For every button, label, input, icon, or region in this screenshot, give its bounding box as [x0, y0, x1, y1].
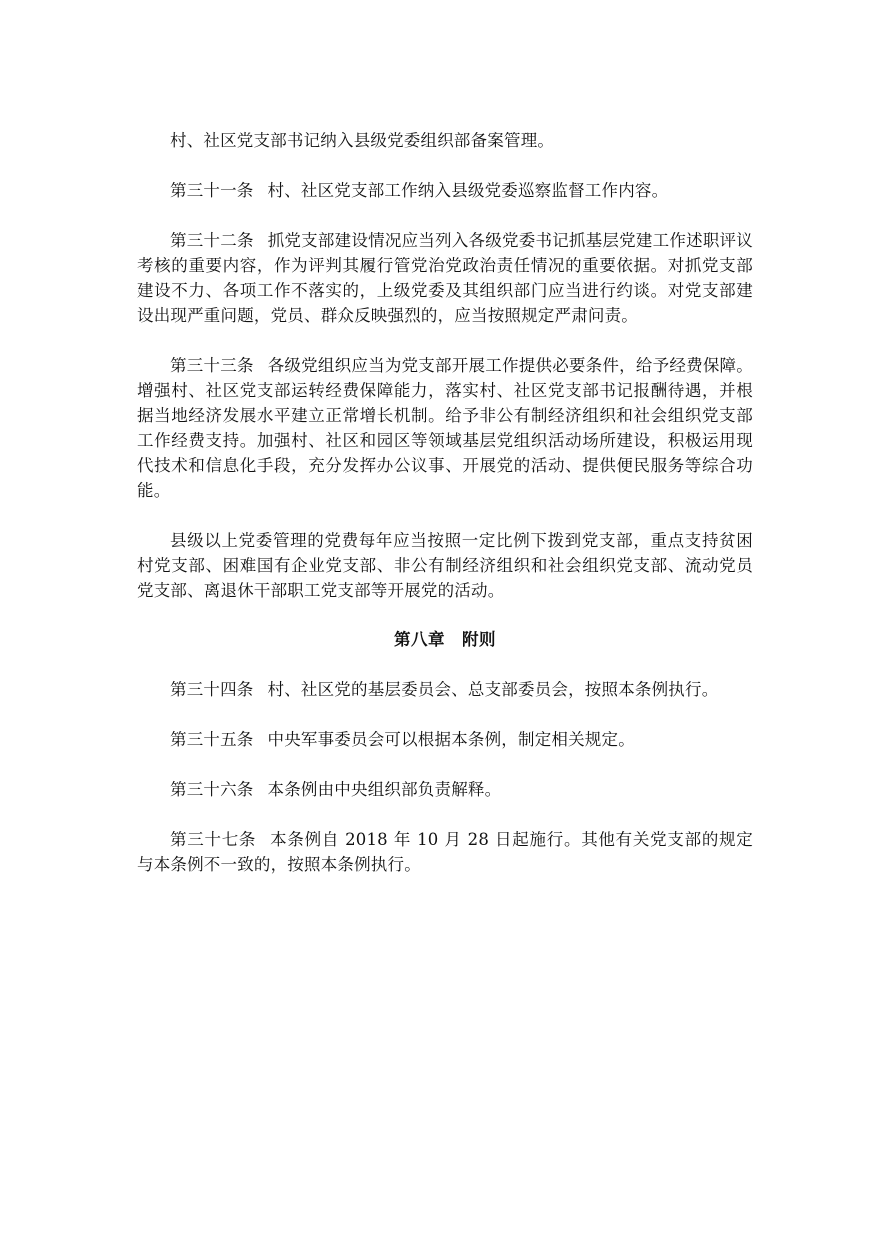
article-36 — [137, 777, 753, 802]
paragraph-continuation — [137, 128, 753, 153]
article-label: 第三十七条 — [170, 830, 257, 849]
paragraph-text: 县级以上党委管理的党费每年应当按照一定比例下拨到党支部，重点支持贫困村党支部、困难国有企业党支部、非公有制经济组织和社会组织党支部、流动党员党支部、离退休干部职工党支部等开展党的活动。 — [137, 531, 753, 600]
paragraph-party-fees — [137, 528, 753, 603]
article-text: 各级党组织应当为党支部开展工作提供必要条件，给予经费保障。增强村、社区党支部运转经费保障能力，落实村、社区党支部书记报酬待遇，并根据当地经济发展水平建立正常增长机制。给予非公有制经济组织和社会组织党支部工作经费支持。加强村、社区和园区等领域基层党组织活动场所建设，积极运用现代技术和信息化手段，充分发挥办公议事、开展党的活动、提供便民服务等综合功能。 — [137, 356, 753, 500]
article-text: 本条例由中央组织部负责解释。 — [267, 780, 502, 799]
article-text: 村、社区党的基层委员会、总支部委员会，按照本条例执行。 — [267, 680, 719, 699]
article-text: 村、社区党支部工作纳入县级党委巡察监督工作内容。 — [267, 181, 669, 200]
article-label: 第三十二条 — [170, 231, 254, 250]
paragraph-text: 村、社区党支部书记纳入县级党委组织部备案管理。 — [170, 131, 555, 150]
article-label: 第三十四条 — [170, 680, 254, 699]
article-label: 第三十五条 — [170, 730, 254, 749]
article-33 — [137, 353, 753, 503]
article-text: 本条例自 2018 年 10 月 28 日起施行。其他有关党支部的规定与本条例不一致的，按照本条例执行。 — [137, 830, 754, 874]
article-34 — [137, 677, 753, 702]
article-text: 抓党支部建设情况应当列入各级党委书记抓基层党建工作述职评议考核的重要内容，作为评判其履行管党治党政治责任情况的重要依据。对抓党支部建设不力、各项工作不落实的，上级党委及其组织部门应当进行约谈。对党支部建设出现严重问题，党员、群众反映强烈的，应当按照规定严肃问责。 — [137, 231, 753, 325]
article-label: 第三十三条 — [170, 356, 254, 375]
article-label: 第三十六条 — [170, 780, 254, 799]
article-text: 中央军事委员会可以根据本条例，制定相关规定。 — [267, 730, 635, 749]
article-32 — [137, 228, 753, 328]
article-label: 第三十一条 — [170, 181, 254, 200]
article-35 — [137, 727, 753, 752]
chapter-heading: 第八章 附则 — [394, 630, 496, 649]
document-body — [137, 128, 753, 877]
article-37 — [137, 827, 753, 877]
article-31 — [137, 178, 753, 203]
